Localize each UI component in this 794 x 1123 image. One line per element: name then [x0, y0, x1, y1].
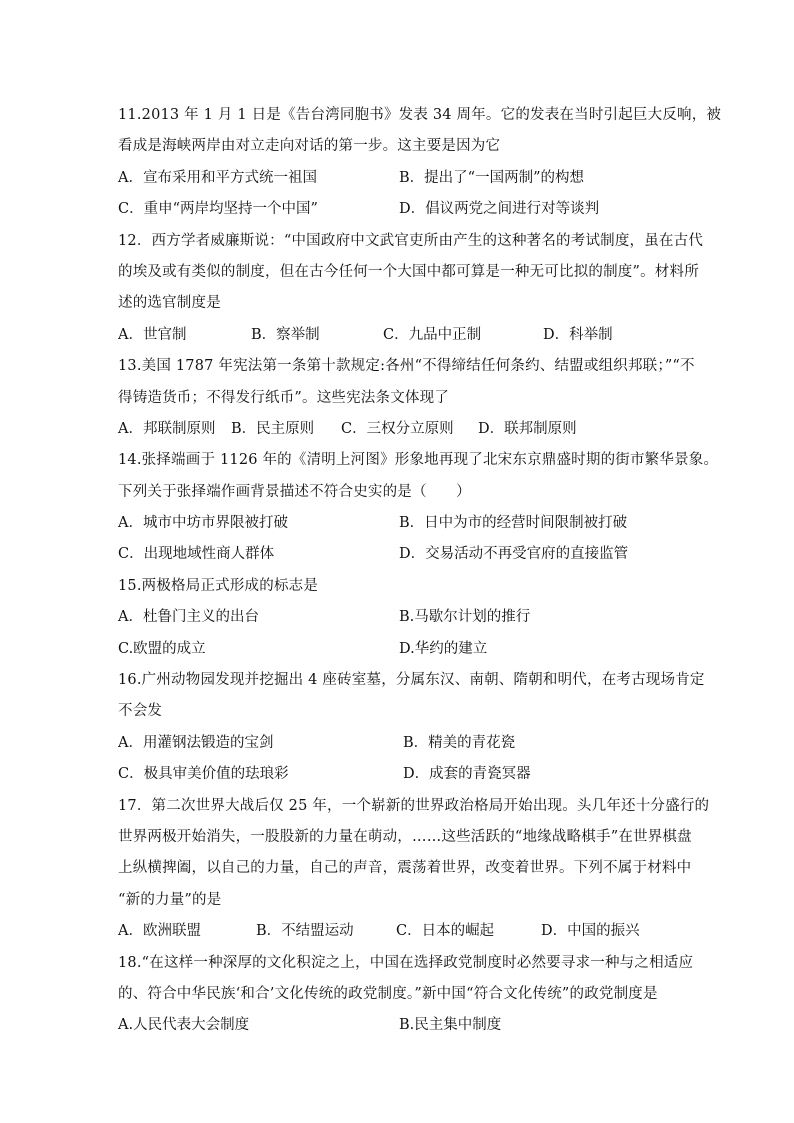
question-18 [118, 948, 694, 1042]
question-stem: 16.广州动物园发现并挖掘出 4 座砖室墓，分属东汉、南朝、隋朝和明代，在考古现场肯定 [118, 672, 705, 689]
options-row [118, 728, 680, 759]
question-stem: 下列关于张择端作画背景描述不符合史实的是（ ） [118, 483, 471, 500]
question-stem: 11.2013 年 1 月 1 日是《告台湾同胞书》发表 34 周年。它的发表在当时引起巨大反响，被 [118, 107, 722, 123]
question-12 [118, 226, 704, 352]
option-a: A．杜鲁门主义的出台 [118, 609, 259, 626]
options-row [118, 508, 680, 539]
question-sheet [118, 100, 722, 1042]
options-row [118, 163, 680, 194]
option-b: B．提出了“一国两制”的构想 [399, 169, 584, 186]
option-a: A．城市中坊市界限被打破 [118, 515, 288, 532]
option-d: D．交易活动不再受官府的直接监管 [399, 546, 629, 563]
options-row [118, 916, 680, 947]
option-d: D．倡议两党之间进行对等谈判 [399, 201, 600, 218]
question-stem: 上纵横捭阖，以自己的力量，自己的声音，震荡着世界，改变着世界。下列不属于材料中 [118, 860, 692, 877]
option-a: A．欧洲联盟 [118, 923, 201, 940]
question-stem: 17．第二次世界大战后仅 25 年，一个崭新的世界政治格局开始出现。头几年还十分盛行的 [118, 797, 710, 814]
question-stem: 述的选官制度是 [118, 295, 221, 312]
option-c: C．三权分立原则 [341, 420, 454, 437]
question-13 [118, 351, 695, 445]
option-a: A.人民代表大会制度 [118, 1017, 250, 1034]
question-stem: 得铸造货币；不得发行纸币”。这些宪法条文体现了 [118, 389, 450, 406]
question-stem: 看成是海峡两岸由对立走向对话的第一步。这主要是因为它 [118, 138, 501, 155]
option-d: D．科举制 [543, 326, 613, 343]
option-b: B．不结盟运动 [256, 923, 354, 940]
option-c: C．出现地域性商人群体 [118, 546, 275, 563]
option-a: A．邦联制原则 [118, 420, 216, 437]
options-row [118, 602, 680, 633]
option-b: B.民主集中制度 [399, 1017, 502, 1034]
option-d: D．联邦制原则 [478, 420, 577, 437]
option-a: A．世官制 [118, 326, 187, 343]
question-stem: 不会发 [118, 703, 163, 720]
question-stem: 13.美国 1787 年宪法第一条第十款规定:各州“不得缔结任何条约、结盟或组织邦联；”“不 [118, 358, 695, 375]
question-17 [118, 791, 710, 948]
option-c: C．重申“两岸均坚持一个中国” [118, 201, 318, 218]
options-row [118, 1010, 680, 1041]
options-row [118, 539, 680, 570]
option-d: D．中国的振兴 [541, 923, 640, 940]
option-b: B．日中为市的经营时间限制被打破 [399, 515, 628, 532]
option-d: D.华约的建立 [399, 640, 488, 657]
question-stem: 世界两极开始消失，一股股新的力量在萌动，……这些活跃的“地缘战略棋手”在世界棋盘 [118, 828, 692, 845]
question-stem: 12．西方学者威廉斯说：“中国政府中文武官吏所由产生的这种著名的考试制度，虽在古代 [118, 232, 704, 249]
option-b: B．精美的青花瓷 [403, 734, 516, 751]
question-15 [118, 571, 680, 665]
options-row [118, 634, 680, 665]
option-c: C．九品中正制 [383, 326, 482, 343]
question-stem: 18.“在这样一种深厚的文化积淀之上，中国在选择政党制度时必然要寻求一种与之相适应 [118, 954, 694, 971]
options-row [118, 194, 680, 225]
question-stem: “新的力量”的是 [118, 891, 222, 908]
option-a: A．宣布采用和平方式统一祖国 [118, 169, 317, 186]
options-row [118, 320, 680, 351]
question-stem: 的埃及或有类似的制度，但在古今任何一个大国中都可算是一种无可比拟的制度”。材料所 [118, 263, 699, 280]
option-c: C．极具审美价值的珐琅彩 [118, 766, 289, 783]
question-11 [118, 100, 722, 226]
question-16 [118, 665, 705, 791]
option-c: C.欧盟的成立 [118, 640, 206, 657]
option-b: B．民主原则 [231, 420, 315, 437]
option-d: D．成套的青瓷冥器 [403, 766, 531, 783]
option-c: C．日本的崛起 [396, 923, 495, 940]
option-b: B.马歇尔计划的推行 [399, 609, 531, 626]
option-a: A．用灌钢法锻造的宝剑 [118, 734, 274, 751]
options-row [118, 759, 680, 790]
question-stem: 的、符合中华民族‘和合’文化传统的政党制度。”新中国“符合文化传统”的政党制度是 [118, 985, 658, 1002]
option-b: B．察举制 [251, 326, 320, 343]
question-14 [118, 445, 719, 571]
question-stem: 15.两极格局正式形成的标志是 [118, 577, 319, 594]
options-row [118, 414, 680, 445]
question-stem: 14.张择端画于 1126 年的《清明上河图》形象地再现了北宋东京鼎盛时期的街市繁华景象。 [118, 452, 719, 469]
